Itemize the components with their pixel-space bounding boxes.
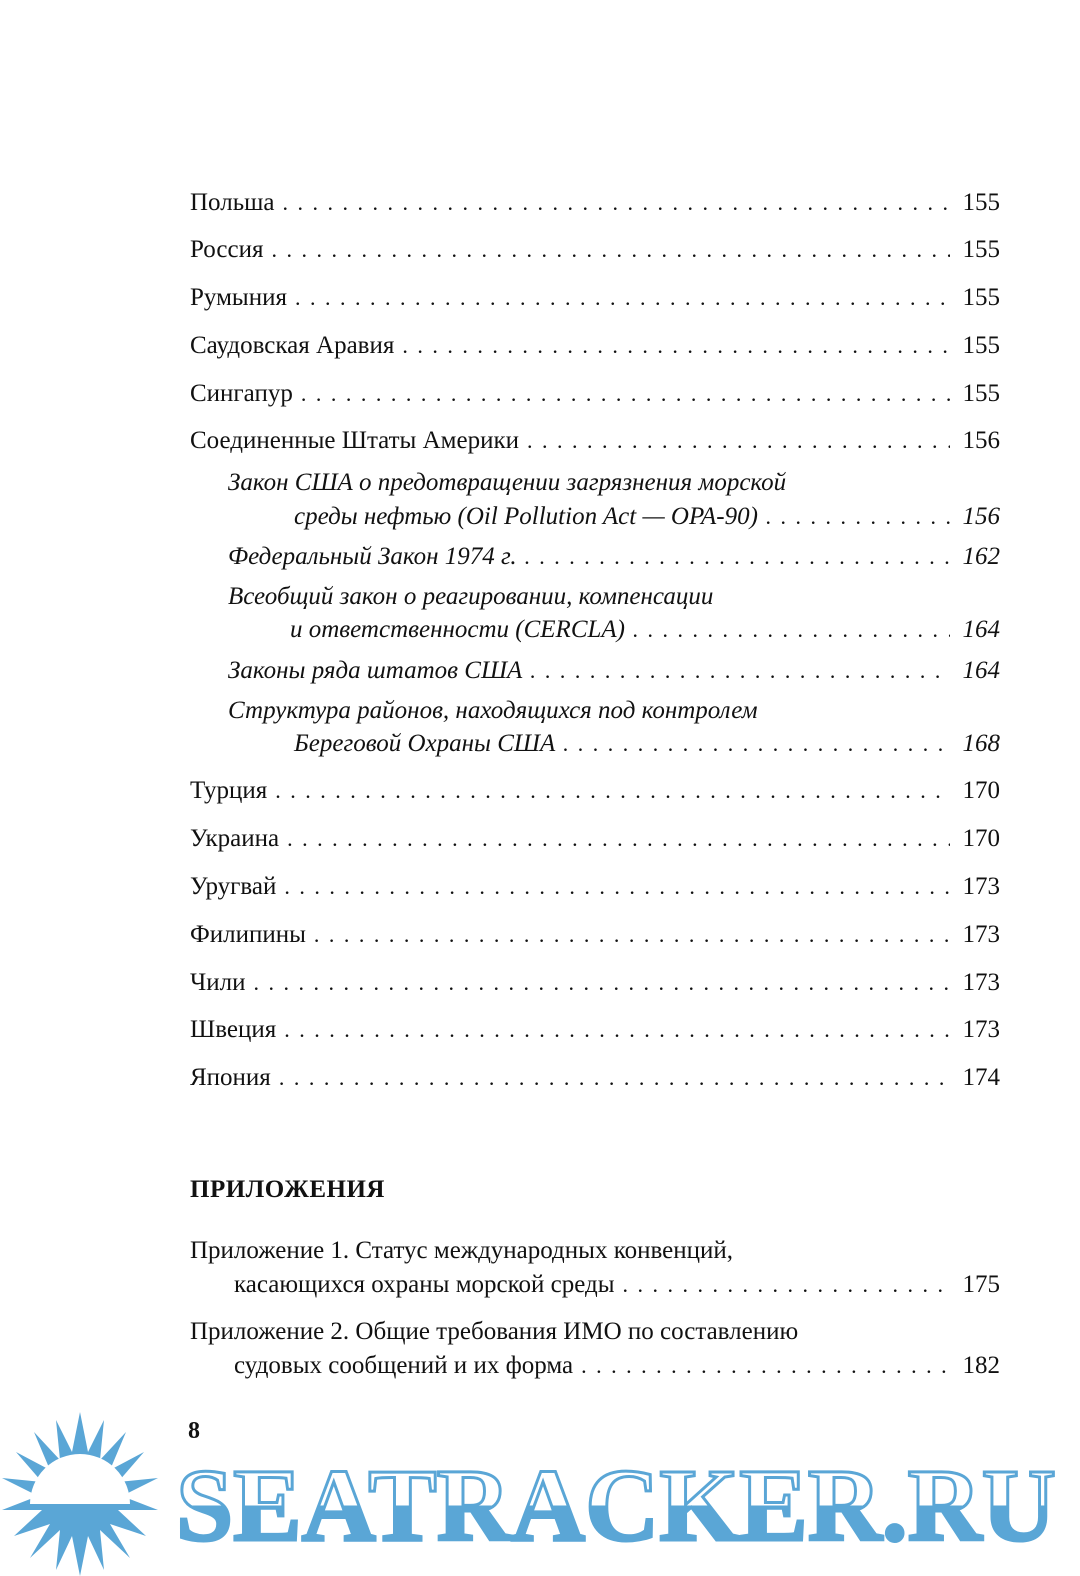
toc-entry-page: 168 bbox=[962, 730, 1000, 757]
appendix-entry[interactable] bbox=[234, 1349, 1000, 1383]
toc-entry[interactable] bbox=[190, 1061, 1000, 1095]
leader-dots bbox=[284, 1013, 950, 1047]
toc-entry-page: 156 bbox=[962, 427, 1000, 454]
leader-dots bbox=[525, 540, 950, 574]
watermark-text: SEATRACKER.RU bbox=[176, 1448, 1056, 1563]
toc-entry-page: 170 bbox=[962, 825, 1000, 852]
leader-dots bbox=[284, 870, 950, 904]
toc-entry-label: Уругвай bbox=[190, 873, 277, 900]
toc-entry-label: Саудовская Аравия bbox=[190, 332, 395, 359]
toc-entry-page: 155 bbox=[962, 332, 1000, 359]
toc-entry-label: среды нефтью (Oil Pollution Act — OPA-90) bbox=[294, 503, 758, 530]
toc-entry-label: Береговой Охраны США bbox=[294, 730, 556, 757]
toc-entry-page: 162 bbox=[962, 543, 1000, 570]
toc-entry-label: Турция bbox=[190, 777, 268, 804]
leader-dots bbox=[287, 822, 950, 856]
toc-entry-label: Филипины bbox=[190, 921, 306, 948]
leader-dots bbox=[271, 233, 950, 267]
toc-entry[interactable] bbox=[190, 774, 1000, 808]
toc-entry-label: Чили bbox=[190, 969, 246, 996]
toc-entry-page: 173 bbox=[962, 969, 1000, 996]
appendix-entry-page: 175 bbox=[962, 1271, 1000, 1298]
toc-entry-page: 174 bbox=[962, 1064, 1000, 1091]
toc-entry-page: 155 bbox=[962, 284, 1000, 311]
toc-entry-page: 173 bbox=[962, 873, 1000, 900]
page-number: 8 bbox=[188, 1418, 200, 1444]
toc-entry-page: 155 bbox=[962, 380, 1000, 407]
toc-entry-label: Швеция bbox=[190, 1016, 277, 1043]
toc-entry-page: 155 bbox=[962, 189, 1000, 216]
toc-entry[interactable] bbox=[190, 918, 1000, 952]
toc-entry-label: Украина bbox=[190, 825, 280, 852]
leader-dots bbox=[766, 500, 950, 534]
toc-entry[interactable] bbox=[190, 281, 1000, 315]
toc-entry-label: Румыния bbox=[190, 284, 287, 311]
toc-entry[interactable] bbox=[190, 186, 1000, 220]
toc-entry-page: 173 bbox=[962, 921, 1000, 948]
leader-dots bbox=[295, 281, 950, 315]
toc-subentry[interactable] bbox=[294, 500, 1000, 534]
toc-entry-label: Россия bbox=[190, 236, 264, 263]
toc-entry[interactable] bbox=[190, 424, 1000, 458]
appendix-entry-label: судовых сообщений и их форма bbox=[234, 1352, 574, 1379]
toc-entry-page: 155 bbox=[962, 236, 1000, 263]
sun-icon bbox=[2, 1412, 158, 1576]
appendix-entry-label: касающихся охраны морской среды bbox=[234, 1271, 615, 1298]
leader-dots bbox=[253, 966, 950, 1000]
toc-entry[interactable] bbox=[190, 377, 1000, 411]
toc-entry[interactable] bbox=[190, 329, 1000, 363]
toc-entry-page: 164 bbox=[962, 616, 1000, 643]
toc-subentry[interactable] bbox=[228, 654, 1000, 688]
leader-dots bbox=[301, 377, 950, 411]
leader-dots bbox=[282, 186, 950, 220]
leader-dots bbox=[402, 329, 950, 363]
toc-subentry[interactable] bbox=[228, 540, 1000, 574]
toc-entry[interactable] bbox=[190, 1013, 1000, 1047]
toc-entry[interactable] bbox=[190, 966, 1000, 1000]
leader-dots bbox=[581, 1349, 950, 1383]
toc-subentry-first-line: Закон США о предотвращении загрязнения морской bbox=[228, 469, 787, 496]
toc-entry-label: Польша bbox=[190, 189, 275, 216]
toc-entry[interactable] bbox=[190, 870, 1000, 904]
appendix-entry[interactable] bbox=[234, 1268, 1000, 1302]
toc-entry-page: 170 bbox=[962, 777, 1000, 804]
leader-dots bbox=[633, 613, 950, 647]
toc-subentry[interactable] bbox=[290, 613, 1000, 647]
toc-entry-page: 164 bbox=[962, 657, 1000, 684]
toc-entry-label: Соединенные Штаты Америки bbox=[190, 427, 519, 454]
leader-dots bbox=[275, 774, 950, 808]
leader-dots bbox=[314, 918, 950, 952]
toc-entry[interactable] bbox=[190, 822, 1000, 856]
appendix-first-line: Приложение 2. Общие требования ИМО по составлению bbox=[190, 1318, 799, 1345]
toc-subentry[interactable] bbox=[294, 727, 1000, 761]
appendices-heading: ПРИЛОЖЕНИЯ bbox=[190, 1176, 385, 1203]
leader-dots bbox=[527, 424, 950, 458]
appendix-first-line: Приложение 1. Статус международных конвенций, bbox=[190, 1237, 733, 1264]
toc-entry-page: 156 bbox=[962, 503, 1000, 530]
leader-dots bbox=[563, 727, 950, 761]
toc-entry-label: Сингапур bbox=[190, 380, 293, 407]
toc-entry-label: Япония bbox=[190, 1064, 271, 1091]
leader-dots bbox=[279, 1061, 950, 1095]
toc-entry-label: Законы ряда штатов США bbox=[228, 657, 523, 684]
toc-entry-label: Федеральный Закон 1974 г. bbox=[228, 543, 517, 570]
toc-entry[interactable] bbox=[190, 233, 1000, 267]
leader-dots bbox=[623, 1268, 951, 1302]
toc-subentry-first-line: Всеобщий закон о реагировании, компенсации bbox=[228, 583, 714, 610]
seatracker-watermark bbox=[0, 1400, 1080, 1576]
leader-dots bbox=[530, 654, 950, 688]
toc-subentry-first-line: Структура районов, находящихся под контролем bbox=[228, 697, 758, 724]
toc-entry-page: 173 bbox=[962, 1016, 1000, 1043]
toc-entry-label: и ответственности (CERCLA) bbox=[290, 616, 625, 643]
appendix-entry-page: 182 bbox=[962, 1352, 1000, 1379]
